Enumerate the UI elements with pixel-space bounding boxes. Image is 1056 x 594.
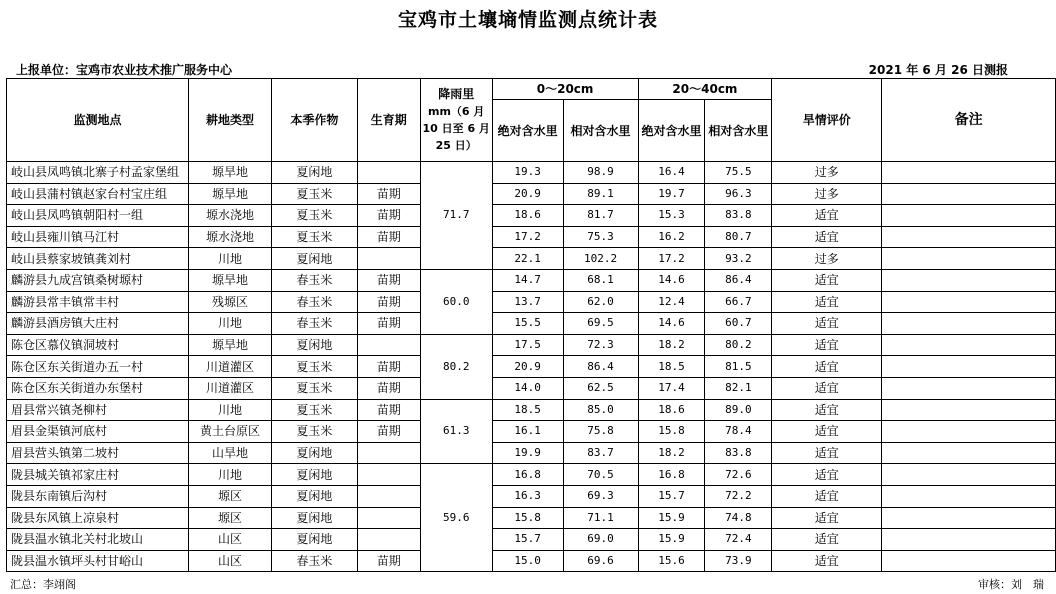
cell-rel-water-20-40: 86.4: [705, 269, 772, 291]
cell-crop: 夏闲地: [271, 529, 357, 551]
cell-abs-water-20-40: 18.2: [638, 334, 705, 356]
cell-rel-water-0-20: 102.2: [563, 248, 638, 270]
cell-location: 眉县营头镇第二坡村: [7, 442, 189, 464]
header-rel-water-20-40: 相对含水里: [705, 100, 772, 162]
header-location: 监测地点: [7, 79, 189, 162]
cell-growth-stage: [357, 529, 420, 551]
cell-drought-eval: 适宜: [772, 464, 882, 486]
cell-rel-water-20-40: 80.7: [705, 226, 772, 248]
cell-abs-water-0-20: 17.2: [492, 226, 563, 248]
header-depth-0-20: 0～20cm: [492, 79, 638, 100]
cell-location: 眉县金渠镇河底村: [7, 421, 189, 443]
cell-abs-water-0-20: 15.8: [492, 507, 563, 529]
table-row: [7, 162, 1056, 184]
header-land-type: 耕地类型: [188, 79, 271, 162]
cell-abs-water-0-20: 17.5: [492, 334, 563, 356]
cell-rel-water-0-20: 85.0: [563, 399, 638, 421]
cell-abs-water-20-40: 16.4: [638, 162, 705, 184]
cell-rel-water-0-20: 62.5: [563, 377, 638, 399]
cell-drought-eval: 适宜: [772, 442, 882, 464]
cell-rel-water-0-20: 71.1: [563, 507, 638, 529]
cell-growth-stage: 苗期: [357, 356, 420, 378]
header-rainfall-sub: mm（6 月 10 日至 6 月 25 日）: [422, 105, 490, 152]
cell-crop: 夏闲地: [271, 162, 357, 184]
cell-crop: 夏玉米: [271, 205, 357, 227]
cell-abs-water-20-40: 17.4: [638, 377, 705, 399]
header-remark: 备注: [882, 79, 1056, 162]
cell-growth-stage: 苗期: [357, 421, 420, 443]
cell-growth-stage: 苗期: [357, 313, 420, 335]
cell-rel-water-20-40: 74.8: [705, 507, 772, 529]
table-row: [7, 205, 1056, 227]
cell-crop: 夏闲地: [271, 334, 357, 356]
table-row: [7, 377, 1056, 399]
cell-growth-stage: 苗期: [357, 183, 420, 205]
cell-location: 岐山县凤鸣镇北寨子村孟家堡组: [7, 162, 189, 184]
cell-abs-water-0-20: 20.9: [492, 356, 563, 378]
cell-abs-water-20-40: 16.2: [638, 226, 705, 248]
cell-abs-water-0-20: 15.7: [492, 529, 563, 551]
cell-crop: 春玉米: [271, 550, 357, 572]
cell-abs-water-20-40: 17.2: [638, 248, 705, 270]
cell-land-type: 塬旱地: [188, 183, 271, 205]
cell-rel-water-0-20: 69.3: [563, 485, 638, 507]
cell-growth-stage: 苗期: [357, 550, 420, 572]
cell-crop: 夏玉米: [271, 226, 357, 248]
cell-location: 岐山县雍川镇马江村: [7, 226, 189, 248]
cell-drought-eval: 适宜: [772, 205, 882, 227]
cell-growth-stage: 苗期: [357, 377, 420, 399]
cell-remark: [882, 464, 1056, 486]
cell-rel-water-0-20: 75.3: [563, 226, 638, 248]
cell-crop: 春玉米: [271, 313, 357, 335]
cell-abs-water-20-40: 18.5: [638, 356, 705, 378]
cell-drought-eval: 适宜: [772, 377, 882, 399]
table-row: [7, 442, 1056, 464]
table-row: [7, 356, 1056, 378]
cell-abs-water-0-20: 16.1: [492, 421, 563, 443]
table-row: [7, 313, 1056, 335]
cell-drought-eval: 适宜: [772, 399, 882, 421]
cell-remark: [882, 550, 1056, 572]
cell-land-type: 塬水浇地: [188, 205, 271, 227]
cell-land-type: 山区: [188, 550, 271, 572]
cell-land-type: 川地: [188, 399, 271, 421]
cell-land-type: 川道灌区: [188, 356, 271, 378]
cell-rel-water-0-20: 69.5: [563, 313, 638, 335]
cell-rel-water-20-40: 72.6: [705, 464, 772, 486]
cell-growth-stage: 苗期: [357, 291, 420, 313]
cell-rel-water-20-40: 66.7: [705, 291, 772, 313]
cell-drought-eval: 适宜: [772, 269, 882, 291]
cell-crop: 夏玉米: [271, 399, 357, 421]
cell-rel-water-0-20: 83.7: [563, 442, 638, 464]
header-crop: 本季作物: [271, 79, 357, 162]
cell-abs-water-0-20: 16.8: [492, 464, 563, 486]
cell-rel-water-0-20: 81.7: [563, 205, 638, 227]
cell-location: 岐山县蔡家坡镇龚刘村: [7, 248, 189, 270]
summary-by: 汇总：李翊阁: [10, 578, 76, 591]
cell-remark: [882, 269, 1056, 291]
cell-land-type: 山旱地: [188, 442, 271, 464]
cell-rel-water-20-40: 72.2: [705, 485, 772, 507]
cell-drought-eval: 过多: [772, 248, 882, 270]
cell-growth-stage: [357, 162, 420, 184]
table-row: [7, 291, 1056, 313]
cell-remark: [882, 399, 1056, 421]
cell-location: 麟游县九成宫镇桑树塬村: [7, 269, 189, 291]
cell-growth-stage: [357, 334, 420, 356]
reporting-unit: 上报单位：宝鸡市农业技术推广服务中心: [16, 63, 233, 77]
cell-crop: 夏玉米: [271, 377, 357, 399]
cell-remark: [882, 377, 1056, 399]
cell-growth-stage: [357, 464, 420, 486]
cell-drought-eval: 适宜: [772, 485, 882, 507]
cell-location: 陈仓区慕仪镇洞坡村: [7, 334, 189, 356]
header-rel-water-0-20: 相对含水里: [563, 100, 638, 162]
cell-rel-water-0-20: 69.0: [563, 529, 638, 551]
cell-land-type: 川地: [188, 464, 271, 486]
cell-land-type: 塬旱地: [188, 269, 271, 291]
cell-growth-stage: 苗期: [357, 269, 420, 291]
cell-growth-stage: [357, 485, 420, 507]
cell-land-type: 川地: [188, 313, 271, 335]
cell-growth-stage: [357, 507, 420, 529]
cell-rel-water-20-40: 93.2: [705, 248, 772, 270]
cell-abs-water-20-40: 19.7: [638, 183, 705, 205]
cell-remark: [882, 507, 1056, 529]
header-abs-water-0-20: 绝对含水里: [492, 100, 563, 162]
cell-rel-water-0-20: 98.9: [563, 162, 638, 184]
cell-land-type: 山区: [188, 529, 271, 551]
cell-growth-stage: 苗期: [357, 226, 420, 248]
cell-rel-water-0-20: 62.0: [563, 291, 638, 313]
table-row: [7, 421, 1056, 443]
cell-abs-water-0-20: 19.9: [492, 442, 563, 464]
cell-drought-eval: 适宜: [772, 550, 882, 572]
cell-location: 陇县东南镇后沟村: [7, 485, 189, 507]
header-rainfall-main: 降雨里: [438, 87, 475, 101]
cell-location: 陈仓区东关街道办东堡村: [7, 377, 189, 399]
table-row: [7, 507, 1056, 529]
cell-remark: [882, 183, 1056, 205]
cell-abs-water-20-40: 15.9: [638, 529, 705, 551]
cell-abs-water-20-40: 14.6: [638, 313, 705, 335]
report-date: 2021 年 6 月 26 日测报: [868, 63, 1008, 77]
cell-rel-water-0-20: 75.8: [563, 421, 638, 443]
cell-abs-water-20-40: 18.2: [638, 442, 705, 464]
cell-growth-stage: 苗期: [357, 205, 420, 227]
cell-abs-water-20-40: 18.6: [638, 399, 705, 421]
cell-rel-water-0-20: 89.1: [563, 183, 638, 205]
cell-growth-stage: 苗期: [357, 399, 420, 421]
cell-remark: [882, 334, 1056, 356]
cell-land-type: 川道灌区: [188, 377, 271, 399]
cell-rainfall: 80.2: [420, 334, 492, 399]
cell-land-type: 残塬区: [188, 291, 271, 313]
cell-remark: [882, 421, 1056, 443]
cell-drought-eval: 适宜: [772, 291, 882, 313]
cell-crop: 春玉米: [271, 291, 357, 313]
cell-land-type: 川地: [188, 248, 271, 270]
cell-abs-water-0-20: 14.7: [492, 269, 563, 291]
cell-crop: 夏闲地: [271, 464, 357, 486]
cell-location: 岐山县凤鸣镇朝阳村一组: [7, 205, 189, 227]
cell-abs-water-0-20: 15.0: [492, 550, 563, 572]
cell-rainfall: 59.6: [420, 464, 492, 572]
cell-land-type: 塬区: [188, 507, 271, 529]
cell-abs-water-20-40: 14.6: [638, 269, 705, 291]
table-row: [7, 334, 1056, 356]
cell-abs-water-0-20: 18.6: [492, 205, 563, 227]
cell-remark: [882, 356, 1056, 378]
cell-drought-eval: 过多: [772, 183, 882, 205]
cell-land-type: 黄土台原区: [188, 421, 271, 443]
cell-rel-water-20-40: 72.4: [705, 529, 772, 551]
table-row: [7, 248, 1056, 270]
cell-abs-water-0-20: 18.5: [492, 399, 563, 421]
cell-drought-eval: 适宜: [772, 529, 882, 551]
cell-rel-water-0-20: 69.6: [563, 550, 638, 572]
cell-rel-water-20-40: 83.8: [705, 442, 772, 464]
cell-crop: 夏闲地: [271, 485, 357, 507]
cell-rel-water-20-40: 73.9: [705, 550, 772, 572]
table-row: [7, 183, 1056, 205]
cell-rainfall: 61.3: [420, 399, 492, 464]
cell-remark: [882, 529, 1056, 551]
cell-abs-water-0-20: 16.3: [492, 485, 563, 507]
cell-abs-water-0-20: 22.1: [492, 248, 563, 270]
cell-remark: [882, 205, 1056, 227]
cell-remark: [882, 485, 1056, 507]
cell-land-type: 塬水浇地: [188, 226, 271, 248]
cell-abs-water-20-40: 16.8: [638, 464, 705, 486]
cell-abs-water-0-20: 20.9: [492, 183, 563, 205]
cell-drought-eval: 适宜: [772, 356, 882, 378]
header-drought-eval: 旱情评价: [772, 79, 882, 162]
header-depth-20-40: 20～40cm: [638, 79, 772, 100]
cell-growth-stage: [357, 442, 420, 464]
cell-drought-eval: 适宜: [772, 507, 882, 529]
table-row: [7, 269, 1056, 291]
cell-location: 陈仓区东关街道办五一村: [7, 356, 189, 378]
cell-land-type: 塬旱地: [188, 162, 271, 184]
cell-rel-water-20-40: 89.0: [705, 399, 772, 421]
cell-rel-water-0-20: 72.3: [563, 334, 638, 356]
table-row: [7, 226, 1056, 248]
table-row: [7, 399, 1056, 421]
cell-rel-water-0-20: 70.5: [563, 464, 638, 486]
cell-crop: 春玉米: [271, 269, 357, 291]
cell-land-type: 塬区: [188, 485, 271, 507]
cell-rel-water-0-20: 68.1: [563, 269, 638, 291]
table-row: [7, 529, 1056, 551]
cell-rel-water-20-40: 82.1: [705, 377, 772, 399]
cell-crop: 夏闲地: [271, 507, 357, 529]
cell-drought-eval: 适宜: [772, 334, 882, 356]
cell-abs-water-20-40: 15.3: [638, 205, 705, 227]
cell-location: 岐山县蒲村镇赵家台村宝庄组: [7, 183, 189, 205]
cell-remark: [882, 313, 1056, 335]
cell-remark: [882, 291, 1056, 313]
cell-remark: [882, 162, 1056, 184]
cell-abs-water-20-40: 15.9: [638, 507, 705, 529]
cell-rainfall: 60.0: [420, 269, 492, 334]
cell-drought-eval: 适宜: [772, 226, 882, 248]
header-rainfall: [420, 79, 492, 162]
cell-crop: 夏玉米: [271, 356, 357, 378]
cell-rel-water-20-40: 80.2: [705, 334, 772, 356]
cell-rainfall: 71.7: [420, 162, 492, 270]
cell-crop: 夏玉米: [271, 183, 357, 205]
cell-land-type: 塬旱地: [188, 334, 271, 356]
cell-abs-water-20-40: 12.4: [638, 291, 705, 313]
cell-crop: 夏闲地: [271, 442, 357, 464]
moisture-table: [6, 78, 1056, 572]
cell-rel-water-20-40: 81.5: [705, 356, 772, 378]
cell-rel-water-20-40: 96.3: [705, 183, 772, 205]
cell-rel-water-0-20: 86.4: [563, 356, 638, 378]
table-row: [7, 464, 1056, 486]
cell-drought-eval: 适宜: [772, 421, 882, 443]
cell-location: 陇县温水镇坪头村甘峪山: [7, 550, 189, 572]
cell-abs-water-20-40: 15.8: [638, 421, 705, 443]
cell-drought-eval: 适宜: [772, 313, 882, 335]
cell-rel-water-20-40: 75.5: [705, 162, 772, 184]
cell-remark: [882, 248, 1056, 270]
cell-abs-water-0-20: 14.0: [492, 377, 563, 399]
table-row: [7, 485, 1056, 507]
header-abs-water-20-40: 绝对含水里: [638, 100, 705, 162]
header-growth-stage: 生育期: [357, 79, 420, 162]
reviewed-by: 审核：刘 瑞: [978, 578, 1044, 591]
cell-rel-water-20-40: 78.4: [705, 421, 772, 443]
cell-drought-eval: 过多: [772, 162, 882, 184]
page-title: 宝鸡市土壤墒情监测点统计表: [397, 9, 658, 31]
cell-remark: [882, 226, 1056, 248]
cell-remark: [882, 442, 1056, 464]
cell-abs-water-0-20: 15.5: [492, 313, 563, 335]
cell-growth-stage: [357, 248, 420, 270]
cell-abs-water-20-40: 15.6: [638, 550, 705, 572]
cell-abs-water-20-40: 15.7: [638, 485, 705, 507]
cell-location: 麟游县常丰镇常丰村: [7, 291, 189, 313]
cell-abs-water-0-20: 13.7: [492, 291, 563, 313]
table-row: [7, 550, 1056, 572]
cell-abs-water-0-20: 19.3: [492, 162, 563, 184]
cell-location: 陇县城关镇祁家庄村: [7, 464, 189, 486]
cell-location: 陇县温水镇北关村北坡山: [7, 529, 189, 551]
cell-location: 陇县东风镇上凉泉村: [7, 507, 189, 529]
cell-rel-water-20-40: 83.8: [705, 205, 772, 227]
cell-location: 麟游县酒房镇大庄村: [7, 313, 189, 335]
cell-crop: 夏闲地: [271, 248, 357, 270]
cell-location: 眉县常兴镇尧柳村: [7, 399, 189, 421]
cell-crop: 夏玉米: [271, 421, 357, 443]
cell-rel-water-20-40: 60.7: [705, 313, 772, 335]
